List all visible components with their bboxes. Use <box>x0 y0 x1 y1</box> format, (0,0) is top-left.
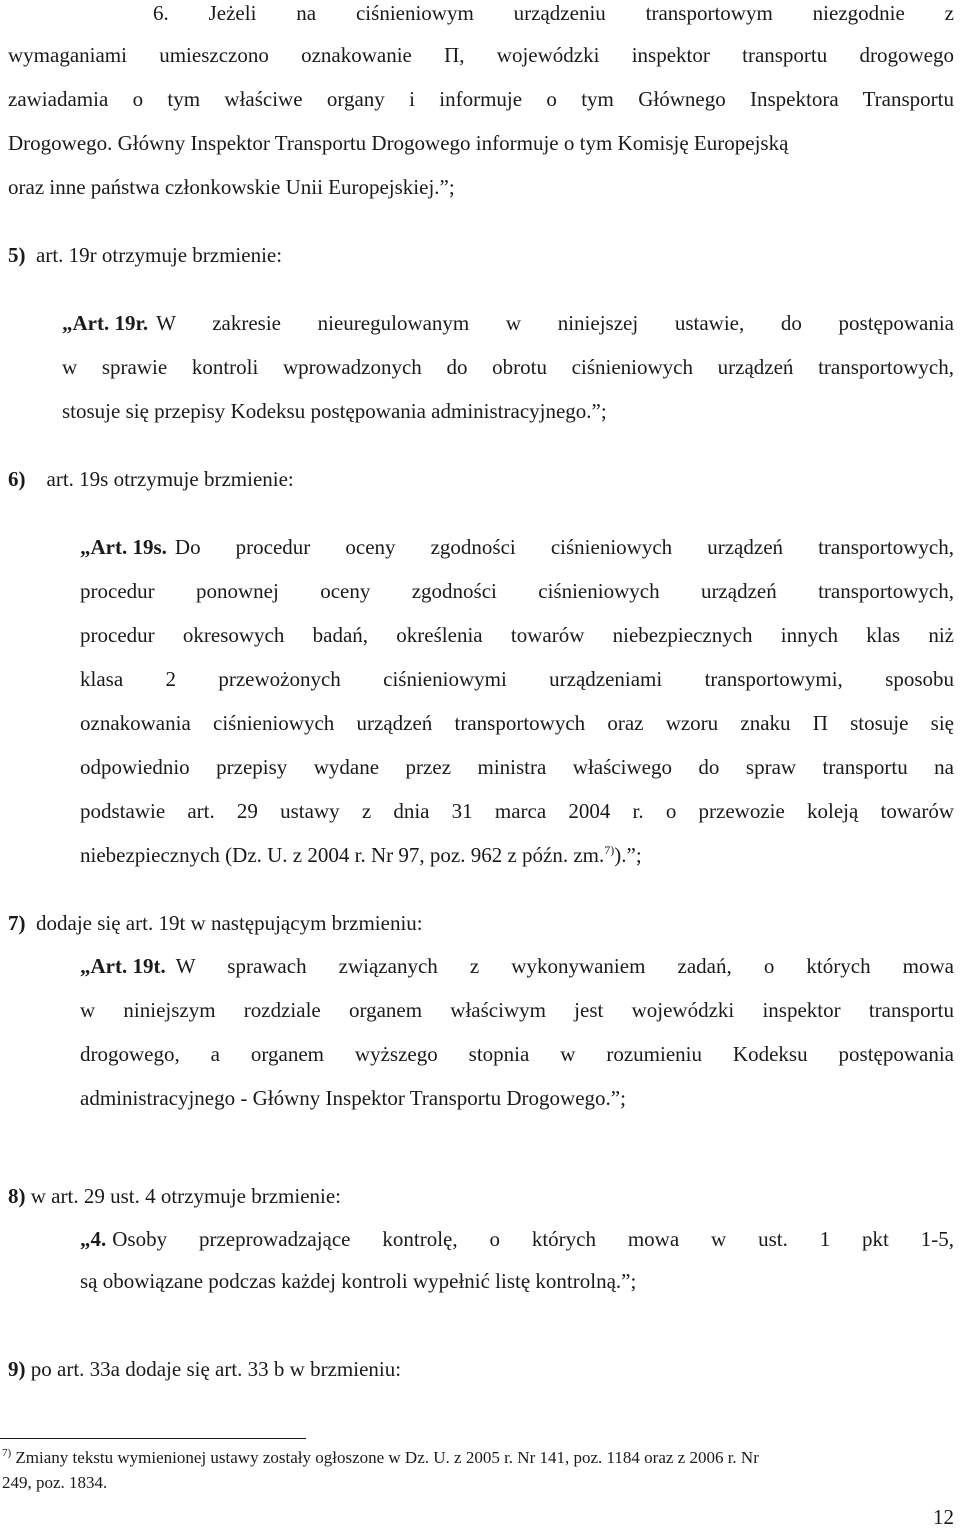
text-line: Drogowego. Główny Inspektor Transportu Drogowego informuje o tym Komisję Europejską <box>8 131 789 155</box>
item-number: 5) <box>8 243 26 267</box>
article-line <box>80 534 954 560</box>
text-line: Do procedur oceny zgodności ciśnieniowych urządzeń transportowych, <box>174 535 954 559</box>
article-line <box>80 953 954 979</box>
text-fragment: niebezpiecznych (Dz. U. z 2004 r. Nr 97, poz. 962 z późn. zm. <box>80 843 605 867</box>
footnote-line: 249, poz. 1834. <box>2 1473 108 1492</box>
text-line: podstawie art. 29 ustawy z dnia 31 marca 2004 r. o przewozie koleją towarów <box>80 799 954 823</box>
text-line: procedur okresowych badań, określenia towarów niebezpiecznych innych klas niż <box>80 623 954 647</box>
text-line: procedur ponownej oceny zgodności ciśnieniowych urządzeń transportowych, <box>80 579 954 603</box>
text-line: Osoby przeprowadzające kontrolę, o których mowa w ust. 1 pkt 1-5, <box>112 1227 954 1251</box>
item-text: po art. 33a dodaje się art. 33 b w brzmieniu: <box>30 1357 402 1381</box>
text-line: administracyjnego - Główny Inspektor Transportu Drogowego.”; <box>80 1086 626 1110</box>
text-line: stosuje się przepisy Kodeksu postępowania administracyjnego.”; <box>62 399 607 423</box>
text-line: zawiadamia o tym właściwe organy i informuje o tym Głównego Inspektora Transportu <box>8 87 954 111</box>
article-label: „Art. 19s. <box>80 535 167 559</box>
text-line: odpowiednio przepisy wydane przez ministra właściwego do spraw transportu na <box>80 755 954 779</box>
text-line: oraz inne państwa członkowskie Unii Europejskiej.”; <box>8 175 455 199</box>
text-line: są obowiązane podczas każdej kontroli wypełnić listę kontrolną.”; <box>80 1269 637 1293</box>
page-number: 12 <box>933 1505 954 1529</box>
text-fragment: ).”; <box>614 843 642 867</box>
item-heading <box>8 242 282 268</box>
article-label: „Art. 19t. <box>80 954 166 978</box>
footnote-divider <box>0 1438 306 1439</box>
footnote-ref: 7) <box>604 843 615 857</box>
text-line: W zakresie nieuregulowanym w niniejszej ustawie, do postępowania <box>156 311 954 335</box>
item-text: dodaje się art. 19t w następującym brzmieniu: <box>36 911 423 935</box>
text-line: drogowego, a organem wyższego stopnia w rozumieniu Kodeksu postępowania <box>80 1042 954 1066</box>
item-heading <box>8 1183 341 1209</box>
article-label: „4. <box>80 1227 107 1251</box>
footnote-line <box>2 1447 759 1469</box>
item-text: w art. 29 ust. 4 otrzymuje brzmienie: <box>30 1184 342 1208</box>
article-line <box>62 310 954 336</box>
item-number: 9) <box>8 1357 26 1381</box>
footnote-text: Zmiany tekstu wymienionej ustawy zostały ogłoszone w Dz. U. z 2005 r. Nr 141, poz. 1184 oraz z 2006 r. Nr <box>15 1448 759 1467</box>
text-line <box>80 842 642 868</box>
text-line: klasa 2 przewożonych ciśnieniowymi urządzeniami transportowymi, sposobu <box>80 667 954 691</box>
item-number: 6) <box>8 467 26 491</box>
article-line <box>80 1226 954 1252</box>
item-number: 8) <box>8 1184 26 1208</box>
article-label: „Art. 19r. <box>62 311 149 335</box>
text-line: w sprawie kontroli wprowadzonych do obrotu ciśnieniowych urządzeń transportowych, <box>62 355 954 379</box>
text-line: 6. Jeżeli na ciśnieniowym urządzeniu transportowym niezgodnie z <box>153 1 954 25</box>
text-line: oznakowania ciśnieniowych urządzeń transportowych oraz wzoru znaku Π stosuje się <box>80 711 954 735</box>
item-heading <box>8 1356 401 1382</box>
item-heading <box>8 910 423 936</box>
text-line: wymaganiami umieszczono oznakowanie Π, wojewódzki inspektor transportu drogowego <box>8 43 954 67</box>
item-heading <box>8 466 294 492</box>
item-text: art. 19r otrzymuje brzmienie: <box>36 243 283 267</box>
item-text: art. 19s otrzymuje brzmienie: <box>46 467 294 491</box>
footnote-marker: 7) <box>2 1447 12 1459</box>
item-number: 7) <box>8 911 26 935</box>
text-line: W sprawach związanych z wykonywaniem zadań, o których mowa <box>175 954 954 978</box>
text-line: w niniejszym rozdziale organem właściwym jest wojewódzki inspektor transportu <box>80 998 954 1022</box>
